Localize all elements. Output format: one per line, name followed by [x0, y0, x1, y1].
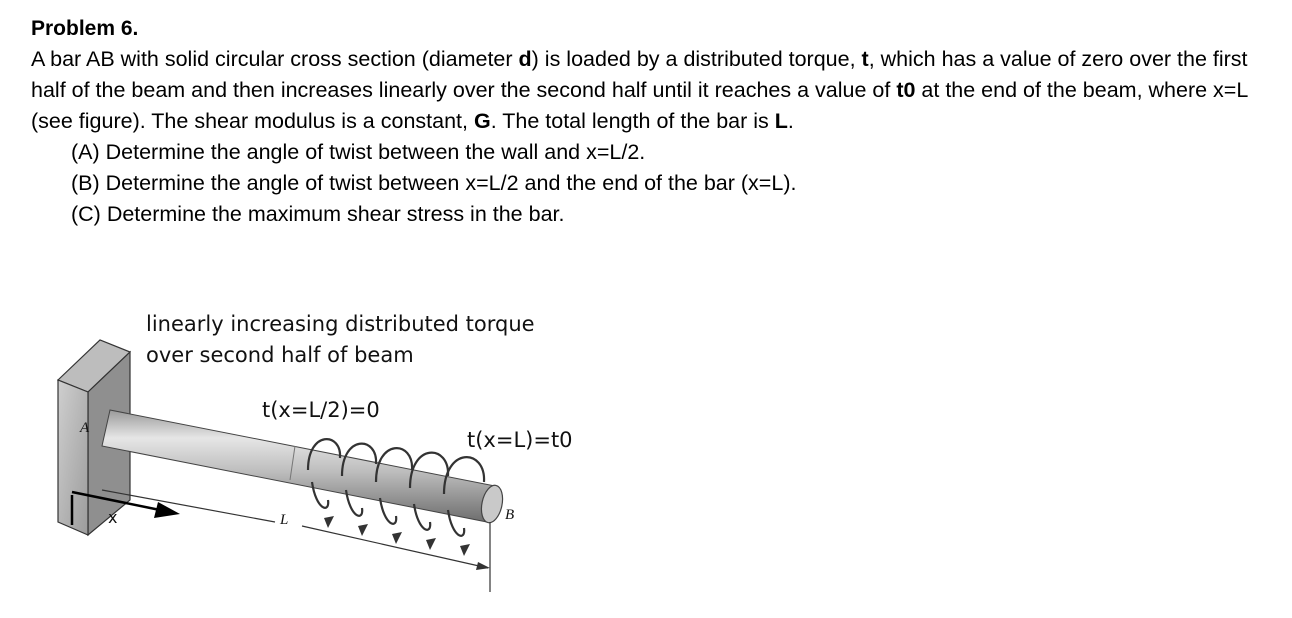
end-torque-symbol: t0: [896, 78, 916, 102]
intro-text-4: at the end of the beam, where x=L (see figure). The shear modulus is a constant,: [31, 78, 1248, 133]
shear-modulus-symbol: G: [473, 109, 491, 133]
intro-text-2: ) is loaded by a distributed torque,: [531, 47, 862, 71]
label-x: x: [108, 508, 118, 527]
part-a: (A) Determine the angle of twist between the wall and x=L/2.: [71, 140, 646, 164]
label-b: B: [505, 507, 515, 523]
problem-title: Problem 6.: [31, 17, 139, 40]
intro-text-6: .: [787, 109, 794, 133]
problem-statement: [31, 44, 1271, 137]
torque-symbol: t: [861, 47, 869, 71]
problem-document: [31, 14, 1271, 230]
label-a: A: [80, 420, 90, 436]
diameter-symbol: d: [518, 47, 532, 71]
label-mid-torque: t(x=L/2)=0: [262, 398, 380, 422]
figure-caption-line1: linearly increasing distributed torque: [146, 312, 535, 336]
bar-figure: [50, 300, 610, 610]
part-b: (B) Determine the angle of twist between x=L/2 and the end of the bar (x=L).: [71, 171, 797, 195]
intro-text-1: A bar AB with solid circular cross section (diameter: [31, 47, 519, 71]
figure-caption-line2: over second half of beam: [146, 343, 414, 367]
intro-text-3: , which has a value of zero over the first half of the beam and then increases linearly over the second half until it reaches a value of: [31, 47, 1248, 102]
part-c: (C) Determine the maximum shear stress in the bar.: [71, 202, 565, 226]
question-parts: [31, 137, 1271, 230]
label-length: L: [280, 512, 289, 528]
label-end-torque: t(x=L)=t0: [467, 428, 573, 452]
length-symbol: L: [774, 109, 788, 133]
intro-text-5: . The total length of the bar is: [490, 109, 775, 133]
